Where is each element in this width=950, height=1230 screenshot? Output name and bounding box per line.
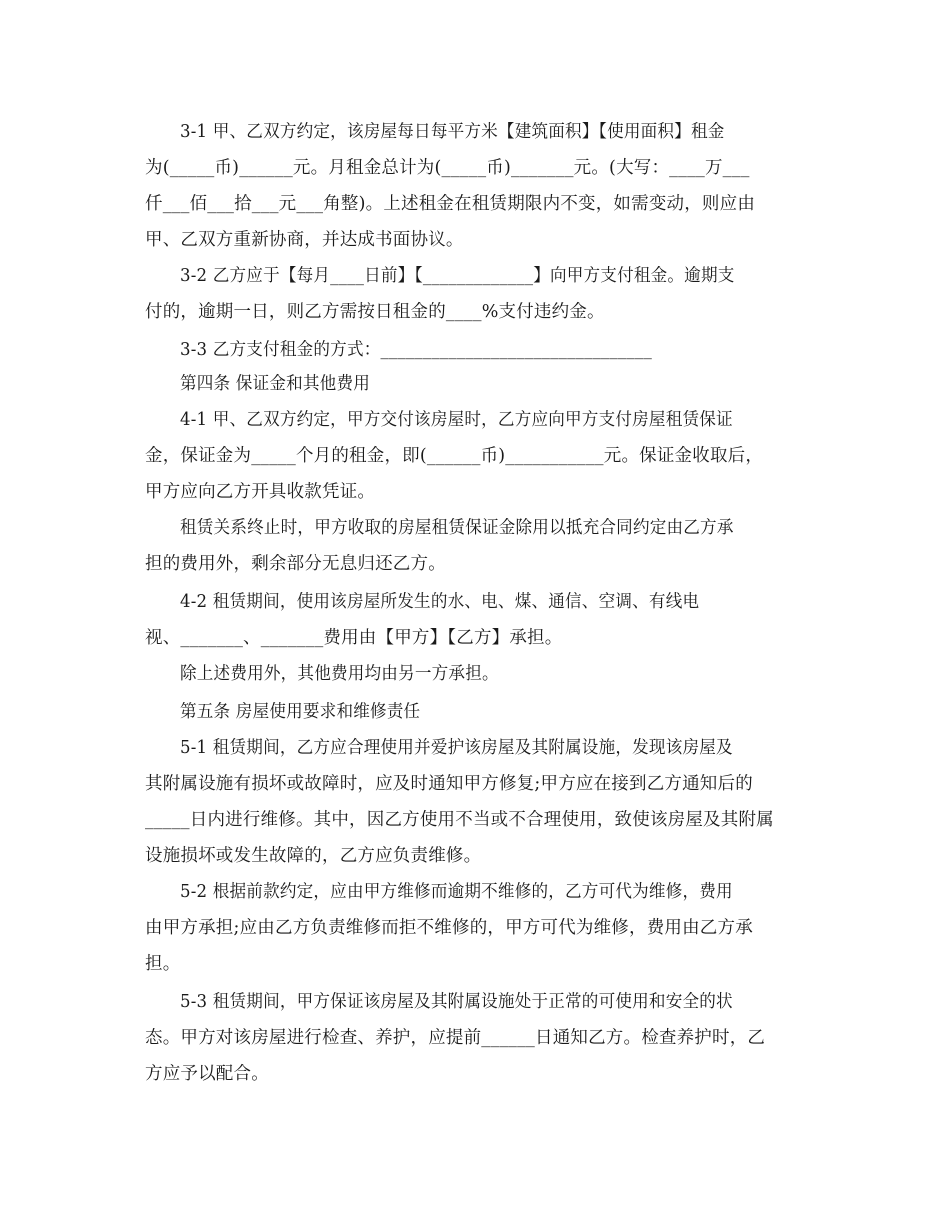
clause-3-1-line-4: 甲、乙双方重新协商，并达成书面协议。 (145, 230, 464, 250)
article-4-heading: 第四条 保证金和其他费用 (180, 374, 371, 394)
clause-3-1-line-3: 仟___佰___拾___元___角整)。上述租金在租赁期限内不变，如需变动，则应由 (145, 194, 756, 214)
clause-4-1-line-1: 4-1 甲、乙双方约定，甲方交付该房屋时，乙方应向甲方支付房屋租赁保证 (180, 410, 733, 430)
clause-3-1-line-1: 3-1 甲、乙双方约定，该房屋每日每平方米【建筑面积】【使用面积】租金 (180, 122, 725, 142)
other-costs-line: 除上述费用外，其他费用均由另一方承担。 (180, 664, 499, 684)
clause-5-1-line-3: _____日内进行维修。其中，因乙方使用不当或不合理使用，致使该房屋及其附属 (145, 810, 774, 830)
clause-3-1-line-2: 为(_____币)______元。月租金总计为(_____币)_______元。(大写：____万___ (145, 158, 750, 178)
clause-4-2-line-1: 4-2 租赁期间，使用该房屋所发生的水、电、煤、通信、空调、有线电 (180, 592, 700, 612)
clause-4-1-line-2: 金，保证金为_____个月的租金，即(______币)___________元。保证金收取后， (145, 446, 764, 466)
clause-4-2-line-2: 视、_______、_______费用由【甲方】【乙方】承担。 (145, 628, 563, 648)
clause-3-2-line-2: 付的，逾期一日，则乙方需按日租金的____%支付违约金。 (145, 302, 605, 322)
clause-5-2-line-3: 担。 (145, 954, 181, 974)
clause-5-2-line-1: 5-2 根据前款约定，应由甲方维修而逾期不维修的，乙方可代为维修，费用 (180, 882, 733, 902)
clause-3-3-line-1: 3-3 乙方支付租金的方式：________________________________ (180, 340, 652, 360)
deposit-return-line-2: 担的费用外，剩余部分无息归还乙方。 (145, 554, 446, 574)
clause-5-3-line-1: 5-3 租赁期间，甲方保证该房屋及其附属设施处于正常的可使用和安全的状 (180, 992, 733, 1012)
clause-5-1-line-2: 其附属设施有损坏或故障时，应及时通知甲方修复;甲方应在接到乙方通知后的 (145, 774, 753, 794)
clause-5-1-line-4: 设施损坏或发生故障的，乙方应负责维修。 (145, 846, 482, 866)
clause-3-2-line-1: 3-2 乙方应于【每月____日前】【_____________】向甲方支付租金。逾期支 (180, 266, 735, 286)
clause-5-3-line-3: 方应予以配合。 (145, 1064, 269, 1084)
deposit-return-line-1: 租赁关系终止时，甲方收取的房屋租赁保证金除用以抵充合同约定由乙方承 (180, 518, 734, 538)
article-5-heading: 第五条 房屋使用要求和维修责任 (180, 702, 421, 722)
clause-5-1-line-1: 5-1 租赁期间，乙方应合理使用并爱护该房屋及其附属设施，发现该房屋及 (180, 738, 733, 758)
clause-5-2-line-2: 由甲方承担;应由乙方负责维修而拒不维修的，甲方可代为维修，费用由乙方承 (145, 918, 753, 938)
clause-4-1-line-3: 甲方应向乙方开具收款凭证。 (145, 482, 376, 502)
clause-5-3-line-2: 态。甲方对该房屋进行检查、养护，应提前______日通知乙方。检查养护时，乙 (145, 1028, 766, 1048)
